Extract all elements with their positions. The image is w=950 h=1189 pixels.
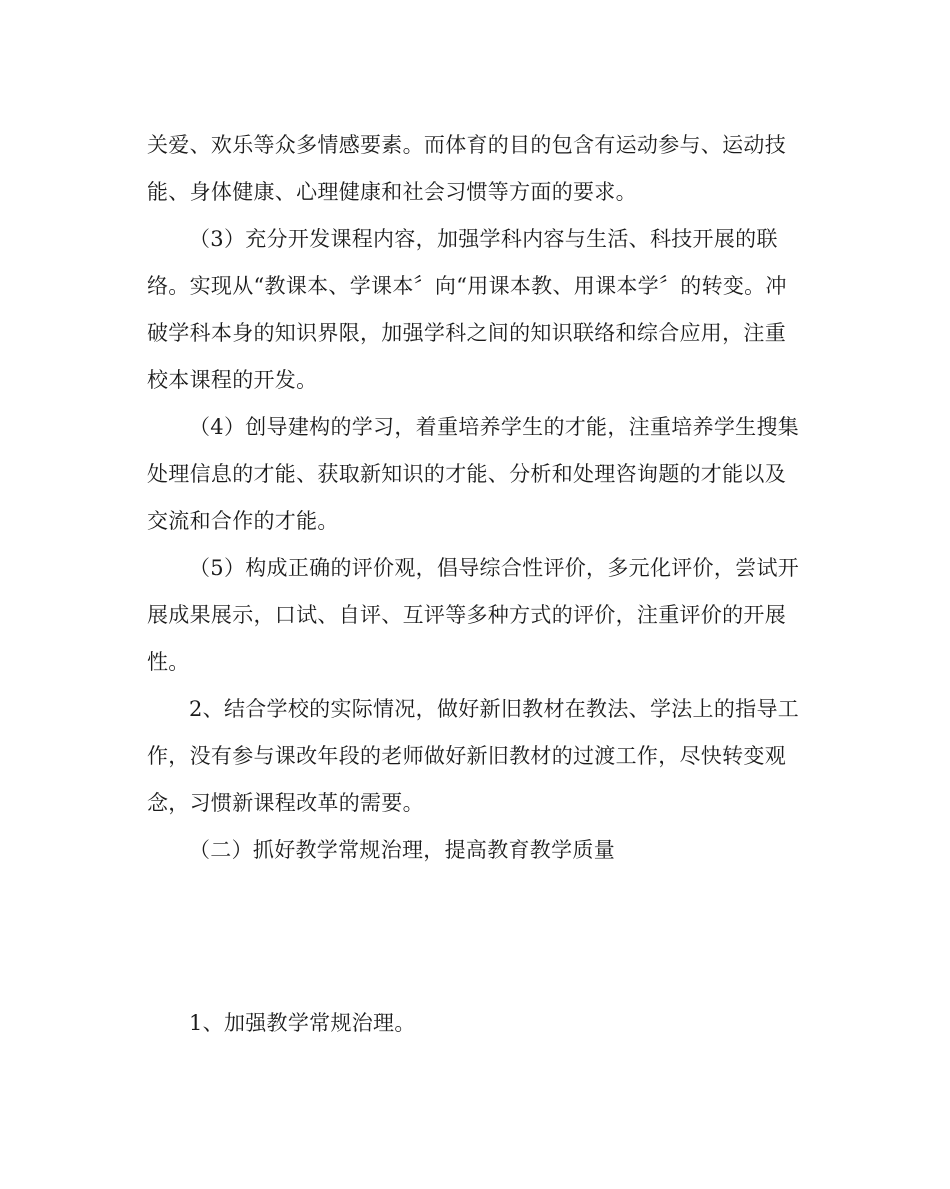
paragraph-section-2: 2、结合学校的实际情况，做好新旧教材在教法、学法上的指导工作，没有参与课改年段的老师做好新旧教材的过渡工作，尽快转变观念，习惯新课程改革的需要。 — [147, 697, 800, 815]
section-heading-2: （二）抓好教学常规治理，提高教育教学质量 — [189, 838, 615, 862]
body-text-block-lower — [147, 1000, 807, 1047]
paragraph-item-4: （4）创导建构的学习，着重培养学生的才能，注重培养学生搜集处理信息的才能、获取新知识的才能、分析和处理咨询题的才能以及交流和合作的才能。 — [147, 415, 800, 533]
paragraph-item-3: （3）充分开发课程内容，加强学科内容与生活、科技开展的联络。实现从“教课本、学课本〞向“用课本教、用课本学〞的转变。冲破学科本身的知识界限，加强学科之间的知识联络和综合应用，注重校本课程的开发。 — [147, 227, 787, 392]
paragraph-continuation: 关爱、欢乐等众多情感要素。而体育的目的包含有运动参与、运动技能、身体健康、心理健康和社会习惯等方面的要求。 — [147, 133, 786, 204]
subsection-heading-1: 1、加强教学常规治理。 — [189, 1011, 416, 1035]
body-text-block — [147, 122, 807, 874]
paragraph-item-5: （5）构成正确的评价观，倡导综合性评价，多元化评价，尝试开展成果展示，口试、自评、互评等多种方式的评价，注重评价的开展性。 — [147, 556, 800, 674]
